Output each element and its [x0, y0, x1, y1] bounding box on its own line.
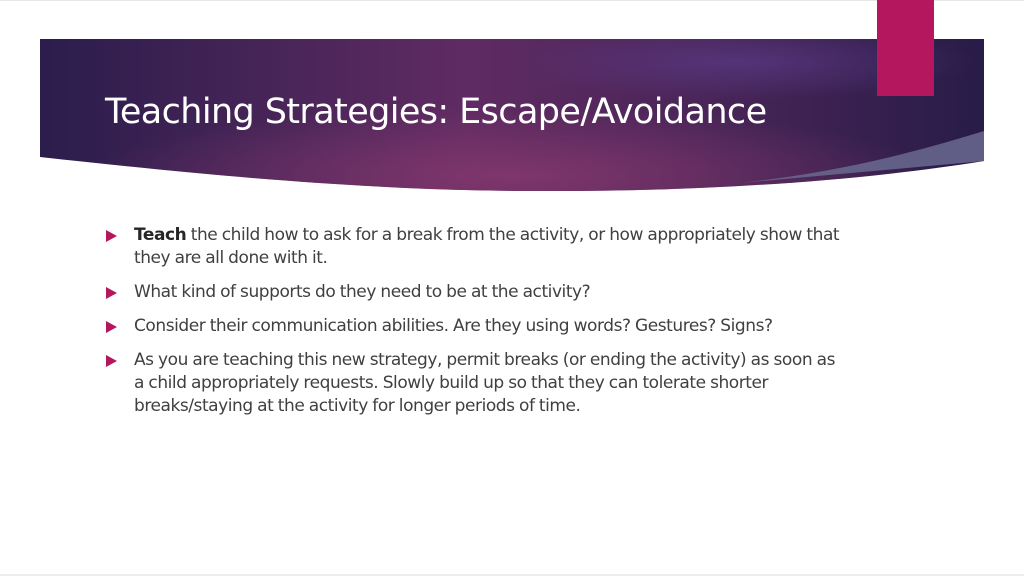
triangle-right-icon [106, 321, 117, 333]
top-divider [0, 0, 1024, 1]
slide-title: Teaching Strategies: Escape/Avoidance [105, 92, 767, 132]
bullet-text: As you are teaching this new strategy, permit breaks (or ending the activity) as soon as a child appropriately requests. Slowly build up so that they can tolerate shorter breaks/staying at the activity for longer periods of time. [134, 350, 835, 416]
bullet-item [106, 224, 846, 270]
triangle-right-icon [106, 287, 117, 299]
accent-tab [877, 0, 934, 96]
bullet-list [106, 224, 846, 429]
bullet-text: Consider their communication abilities. Are they using words? Gestures? Signs? [134, 316, 773, 336]
bullet-item [106, 281, 846, 304]
bullet-bold-text: Teach [134, 225, 187, 245]
bullet-item [106, 315, 846, 338]
triangle-right-icon [106, 230, 117, 242]
bullet-text: the child how to ask for a break from the activity, or how appropriately show that they are all done with it. [134, 225, 840, 268]
triangle-right-icon [106, 355, 117, 367]
bullet-text: What kind of supports do they need to be at the activity? [134, 282, 591, 302]
bullet-item [106, 349, 846, 418]
